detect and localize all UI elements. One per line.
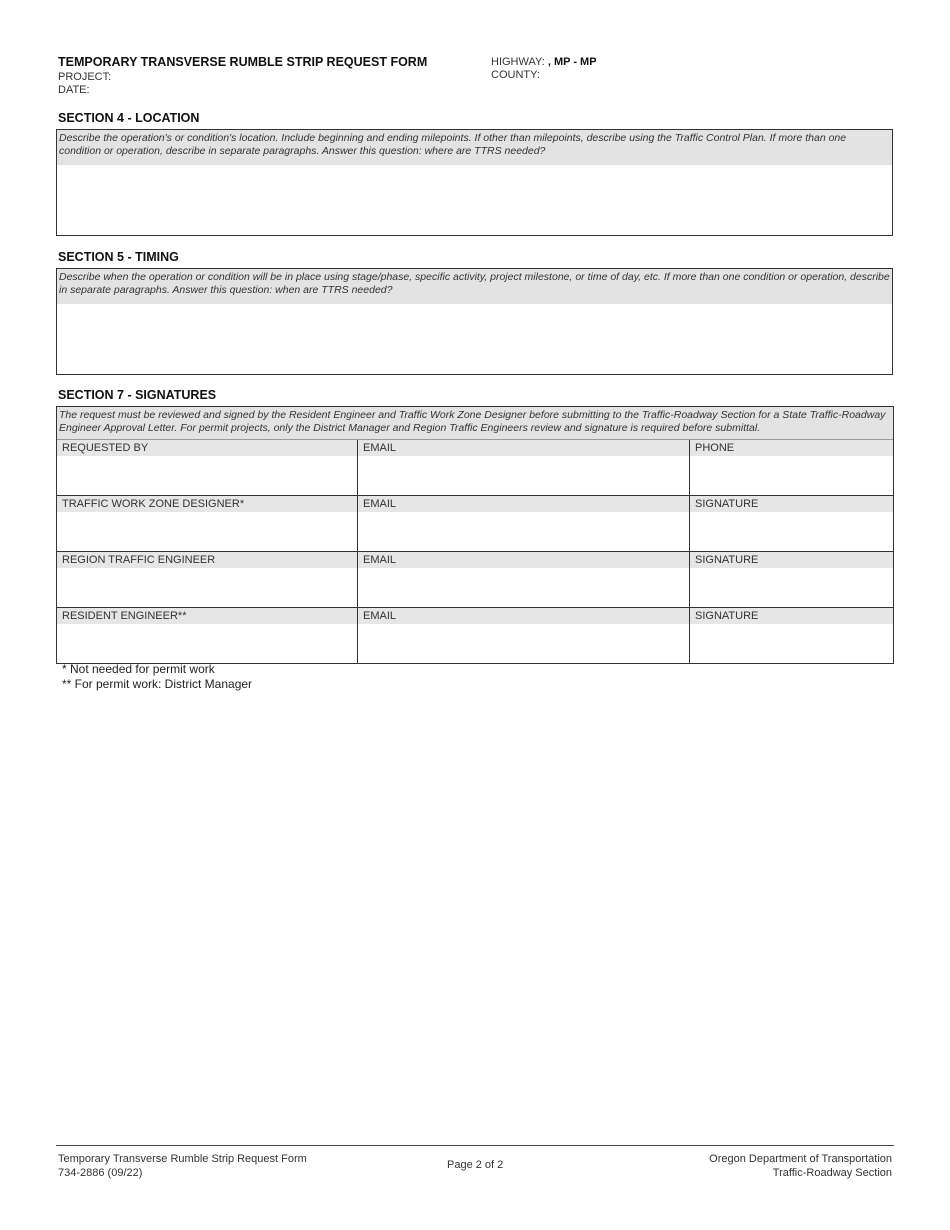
highway-line: [491, 56, 597, 68]
location-input-area[interactable]: [57, 165, 892, 235]
signature-row-resident-engineer: [57, 607, 893, 663]
role-cell[interactable]: [57, 552, 357, 607]
signature-label: SIGNATURE: [690, 496, 893, 512]
email-label: EMAIL: [358, 440, 689, 456]
highway-milepoints: , MP - MP: [547, 56, 597, 68]
footer-form-number: 734-2886 (09/22): [58, 1166, 143, 1179]
footer-left: [58, 1153, 307, 1180]
role-cell[interactable]: [57, 608, 357, 663]
section-4-heading: SECTION 4 - LOCATION: [58, 111, 200, 125]
location-box: [56, 129, 893, 236]
footer-page-number: Page 2 of 2: [447, 1159, 504, 1171]
footnote-permit: * Not needed for permit work: [62, 662, 215, 676]
role-label: REQUESTED BY: [57, 440, 357, 456]
role-label: RESIDENT ENGINEER**: [57, 608, 357, 624]
email-label: EMAIL: [358, 552, 689, 568]
section-5-heading: SECTION 5 - TIMING: [58, 250, 179, 264]
timing-box: [56, 268, 893, 375]
date-label: DATE:: [58, 84, 90, 96]
footer-section: Traffic-Roadway Section: [772, 1166, 892, 1179]
timing-instructions: Describe when the operation or condition will be in place using stage/phase, specific activity, project milestone, or time of day, etc. If more than one condition or operation, describe in separate paragraphs. Answer this question: when are TTRS needed?: [57, 269, 892, 304]
email-label: EMAIL: [358, 496, 689, 512]
signature-row-requested-by: [57, 439, 893, 495]
email-label: EMAIL: [358, 608, 689, 624]
section-7-heading: SECTION 7 - SIGNATURES: [58, 388, 217, 402]
role-label: REGION TRAFFIC ENGINEER: [57, 552, 357, 568]
location-instructions: Describe the operation's or condition's location. Include beginning and ending milepoints. If other than milepoints, describe using the Traffic Control Plan. If more than one condition or operation, describe in separate paragraphs. Answer this question: where are TTRS needed?: [57, 130, 892, 165]
project-label: PROJECT:: [58, 71, 112, 83]
email-cell[interactable]: [357, 440, 689, 495]
footnote-district-manager: ** For permit work: District Manager: [62, 677, 253, 691]
role-label: TRAFFIC WORK ZONE DESIGNER*: [57, 496, 357, 512]
signature-row-region-traffic-engineer: [57, 551, 893, 607]
signatures-instructions: The request must be reviewed and signed by the Resident Engineer and Traffic Work Zone Designer before submitting to the Traffic-Roadway Section for a State Traffic-Roadway Engineer Approval Letter. For permit projects, only the District Manager and Region Traffic Engineers review and signature is required before submittal.: [57, 407, 893, 439]
signature-row-twz-designer: [57, 495, 893, 551]
role-cell[interactable]: [57, 440, 357, 495]
footer-agency: Oregon Department of Transportation: [709, 1153, 892, 1165]
signature-label: SIGNATURE: [690, 552, 893, 568]
signature-cell[interactable]: [689, 608, 893, 663]
footer-divider: [56, 1145, 894, 1146]
phone-label: PHONE: [690, 440, 893, 456]
footer-right: [709, 1153, 892, 1180]
form-title: TEMPORARY TRANSVERSE RUMBLE STRIP REQUEST FORM: [58, 55, 428, 69]
signature-cell[interactable]: [689, 552, 893, 607]
email-cell[interactable]: [357, 552, 689, 607]
highway-label: HIGHWAY:: [491, 56, 545, 68]
email-cell[interactable]: [357, 496, 689, 551]
role-cell[interactable]: [57, 496, 357, 551]
timing-input-area[interactable]: [57, 304, 892, 374]
phone-cell[interactable]: [689, 440, 893, 495]
footer-form-name: Temporary Transverse Rumble Strip Request Form: [58, 1153, 307, 1165]
county-label: COUNTY:: [491, 69, 540, 81]
signature-cell[interactable]: [689, 496, 893, 551]
email-cell[interactable]: [357, 608, 689, 663]
signature-label: SIGNATURE: [690, 608, 893, 624]
signatures-table: [56, 406, 894, 664]
